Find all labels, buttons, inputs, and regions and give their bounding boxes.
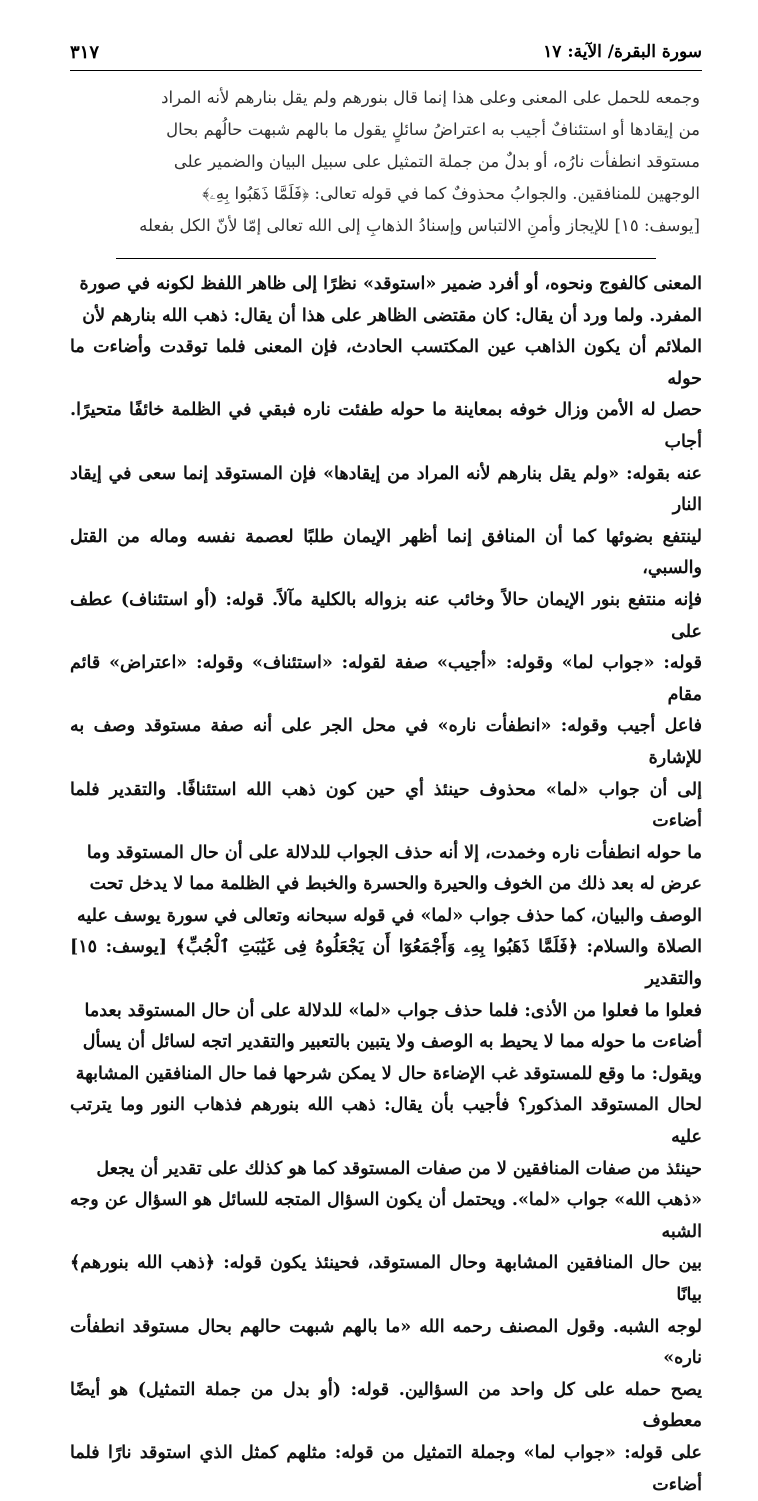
lower-line: بين حال المنافقين المشابهة وحال المستوقد، فحينئذ يكون قوله: ﴿ذهب الله بنورهم﴾ بيانًا: [70, 1253, 702, 1305]
section-separator: [116, 258, 656, 259]
lower-line: الصلاة والسلام: ﴿فَلَمَّا ذَهَبُوا بِهِۦ وَأَجْمَعُوٓا أَن يَجْعَلُوهُ فِى غَيَٰبَتِ ٱلْجُبِّ﴾ [يوسف: ١٥] والتقدير: [70, 937, 702, 990]
lower-line: «ذهب الله» جواب «لما». ويحتمل أن يكون السؤال المتجه للسائل هو السؤال عن وجه الشبه: [70, 1190, 702, 1242]
lower-line: حصل له الأمن وزال خوفه بمعاينة ما حوله طفئت ناره فبقي في الظلمة خائفًا متحيرًا. أجاب: [70, 400, 702, 452]
lower-line: فعلوا ما فعلوا من الأذى: فلما حذف جواب «لما» للدلالة على أن حال المستوقد بعدما: [84, 1000, 702, 1021]
lower-line: على قوله: «جواب لما» وجملة التمثيل من قوله: مثلهم كمثل الذي استوقد نارًا فلما أضاءت: [70, 1442, 702, 1495]
lower-line: الملائم أن يكون الذاهب عين المكتسب الحادث، فإن المعنى فلما توقدت وأضاءت ما حوله: [70, 337, 702, 389]
page-number: ٣١٧: [70, 42, 100, 63]
lower-line: ويقول: ما وقع للمستوقد غب الإضاءة حال لا يمكن شرحها فما حال المنافقين المشابهة: [75, 1063, 702, 1084]
header-rule: [70, 70, 702, 71]
upper-line: وجمعه للحمل على المعنى وعلى هذا إنما قال بنورهم ولم يقل بنارهم لأنه المراد: [161, 88, 700, 107]
lower-line: أضاءت ما حوله مما لا يحيط به الوصف ولا يتبين بالتعبير والتقدير اتجه لسائل أن يسأل: [82, 1032, 702, 1053]
lower-line: يصح حمله على كل واحد من السؤالين. قوله: (أو بدل من جملة التمثيل) هو أيضًا معطوف: [70, 1379, 702, 1432]
lower-line: لوجه الشبه. وقول المصنف رحمه الله «ما بالهم شبهت حالهم بحال مستوقد انطفأت ناره»: [70, 1316, 702, 1369]
lower-line: ما حوله انطفأت ناره وخمدت، إلا أنه حذف الجواب للدلالة على أن حال المستوقد وما: [86, 842, 702, 863]
running-header-title: سورة البقرة/ الآية: ١٧: [543, 42, 702, 62]
upper-line: الوجهين للمنافقين. والجوابُ محذوفٌ كما في قوله تعالى: ﴿فَلَمَّا ذَهَبُوا بِهِۦ﴾: [202, 184, 700, 203]
lower-line: فإنه منتفع بنور الإيمان حالاً وخائب عنه بزواله بالكلية مآلاً. قوله: (أو استئناف) عطف على: [70, 589, 702, 642]
lower-line: حينئذ من صفات المنافقين لا من صفات المستوقد كما هو كذلك على تقدير أن يجعل: [96, 1158, 702, 1179]
upper-line: مستوقد انطفأت نارُه، أو بدلٌ من جملة التمثيل على سبيل البيان والضمير على: [173, 152, 700, 171]
gloss-text-lower: [70, 269, 702, 1501]
page-header: [70, 36, 702, 72]
lower-line: المعنى كالفوج ونحوه، أو أفرد ضمير «استوقد» نظرًا إلى ظاهر اللفظ لكونه في صورة: [79, 274, 702, 294]
book-page: [70, 36, 702, 1495]
lower-line: إلى أن جواب «لما» محذوف حينئذ أي حين كون ذهب الله استئنافًا. والتقدير فلما أضاءت: [70, 779, 702, 832]
upper-line: من إيقادها أو استئنافٌ أجيب به اعتراضُ سائلٍ يقول ما بالهم شبهت حالُهم بحال: [166, 120, 700, 139]
upper-line: [يوسف: ١٥] للإيجاز وأمنِ الالتباس وإسنادُ الذهابِ إلى الله تعالى إمّا لأنّ الكل بفعله: [139, 216, 700, 235]
lower-line: الوصف والبيان، كما حذف جواب «لما» في قوله سبحانه وتعالى في سورة يوسف عليه: [76, 905, 702, 926]
commentary-text-upper: [70, 82, 702, 242]
lower-line: لحال المستوقد المذكور؟ فأجيب بأن يقال: ذهب الله بنورهم فذهاب النور وما يترتب عليه: [70, 1095, 702, 1148]
lower-line: فاعل أجيب وقوله: «انطفأت ناره» في محل الجر على أنه صفة مستوقد وصف به للإشارة: [70, 716, 702, 768]
lower-line: عنه بقوله: «ولم يقل بنارهم لأنه المراد من إيقادها» فإن المستوقد إنما سعى في إيقاد النار: [70, 463, 702, 516]
lower-line: عرض له بعد ذلك من الخوف والحيرة والحسرة والخبط في الظلمة مما لا يدخل تحت: [89, 874, 702, 895]
lower-line: المفرد. ولما ورد أن يقال: كان مقتضى الظاهر على هذا أن يقال: ذهب الله بنارهم لأن: [82, 305, 702, 326]
lower-line: لينتفع بضوئها كما أن المنافق إنما أظهر الإيمان طلبًا لعصمة نفسه وماله من القتل والسبي،: [70, 526, 702, 579]
lower-line: قوله: «جواب لما» وقوله: «أجيب» صفة لقوله: «استئناف» وقوله: «اعتراض» قائم مقام: [70, 653, 702, 705]
